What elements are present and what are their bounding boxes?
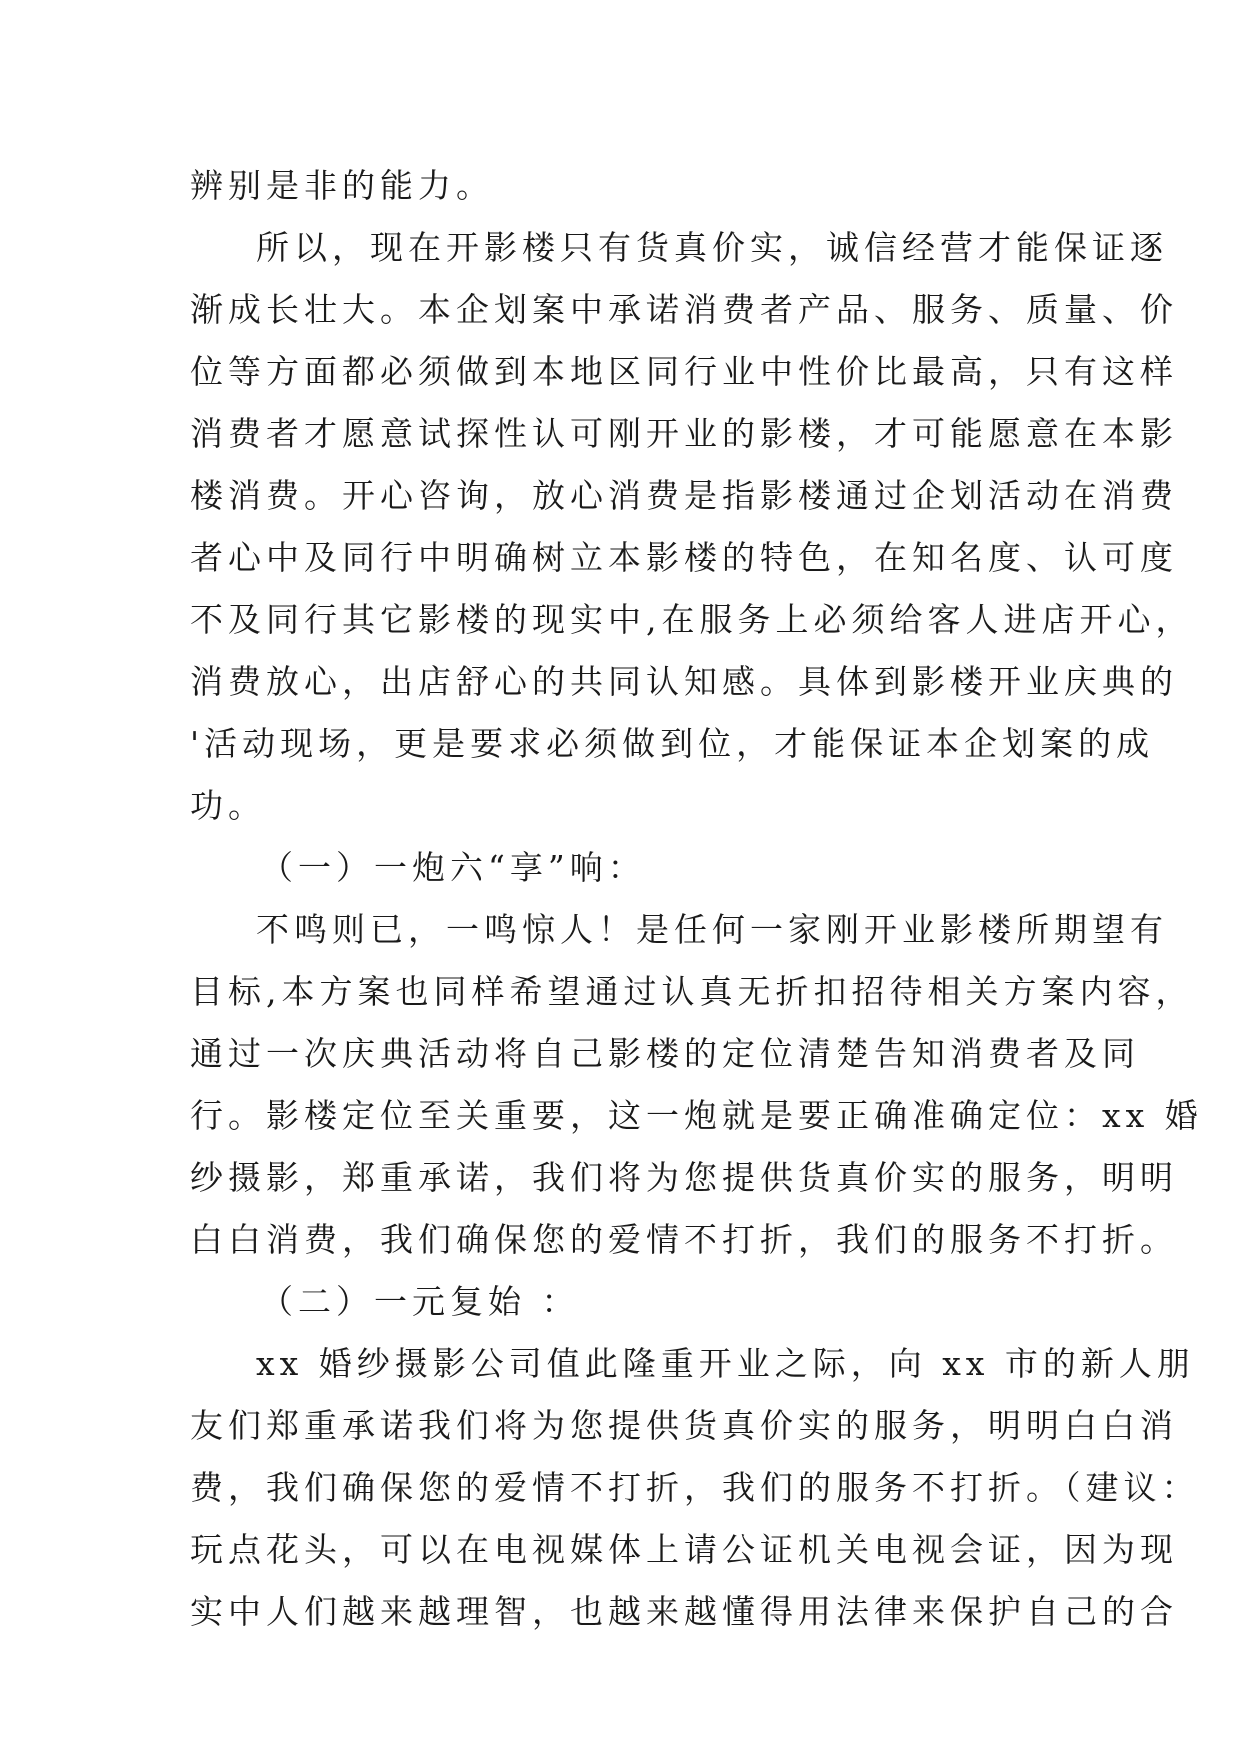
text-line: 玩点花头，可以在电视媒体上请公证机关电视会证，因为现 xyxy=(190,1530,1178,1569)
text-line: 目标,本方案也同样希望通过认真无折扣招待相关方案内容， xyxy=(190,972,1194,1011)
text-line: 者心中及同行中明确树立本影楼的特色，在知名度、认可度 xyxy=(190,538,1178,577)
text-line: 不鸣则已，一鸣惊人！是任何一家刚开业影楼所期望有 xyxy=(256,910,1168,949)
text-line: 辨别是非的能力。 xyxy=(190,166,494,205)
text-line: xx 婚纱摄影公司值此隆重开业之际，向 xx 市的新人朋 xyxy=(256,1344,1195,1383)
text-line: 友们郑重承诺我们将为您提供货真价实的服务，明明白白消 xyxy=(190,1406,1178,1445)
text-line: 费，我们确保您的爱情不打折，我们的服务不打折。（建议： xyxy=(190,1468,1200,1507)
section-heading: （二）一元复始 ： xyxy=(260,1282,580,1321)
text-line: 楼消费。开心咨询，放心消费是指影楼通过企划活动在消费 xyxy=(190,476,1178,515)
section-heading: （一）一炮六“享”响： xyxy=(260,848,646,887)
document-body xyxy=(190,155,1203,1643)
text-line: 功。 xyxy=(190,786,266,825)
text-line: 纱摄影，郑重承诺，我们将为您提供货真价实的服务，明明 xyxy=(190,1158,1178,1197)
text-line: 不及同行其它影楼的现实中,在服务上必须给客人进店开心， xyxy=(190,600,1194,639)
text-line: 消费者才愿意试探性认可刚开业的影楼，才可能愿意在本影 xyxy=(190,414,1178,453)
text-line: 位等方面都必须做到本地区同行业中性价比最高，只有这样 xyxy=(190,352,1178,391)
text-line: 实中人们越来越理智，也越来越懂得用法律来保护自己的合 xyxy=(190,1592,1178,1631)
text-line: '活动现场，更是要求必须做到位，才能保证本企划案的成 xyxy=(190,724,1155,763)
text-line: 白白消费，我们确保您的爱情不打折，我们的服务不打折。 xyxy=(190,1220,1178,1259)
text-line: 所以，现在开影楼只有货真价实，诚信经营才能保证逐 xyxy=(256,228,1168,267)
text-line: 通过一次庆典活动将自己影楼的定位清楚告知消费者及同 xyxy=(190,1034,1140,1073)
text-line: 消费放心，出店舒心的共同认知感。具体到影楼开业庆典的 xyxy=(190,662,1178,701)
text-line: 行。影楼定位至关重要，这一炮就是要正确准确定位：xx 婚 xyxy=(190,1096,1203,1135)
text-line: 渐成长壮大。本企划案中承诺消费者产品、服务、质量、价 xyxy=(190,290,1178,329)
